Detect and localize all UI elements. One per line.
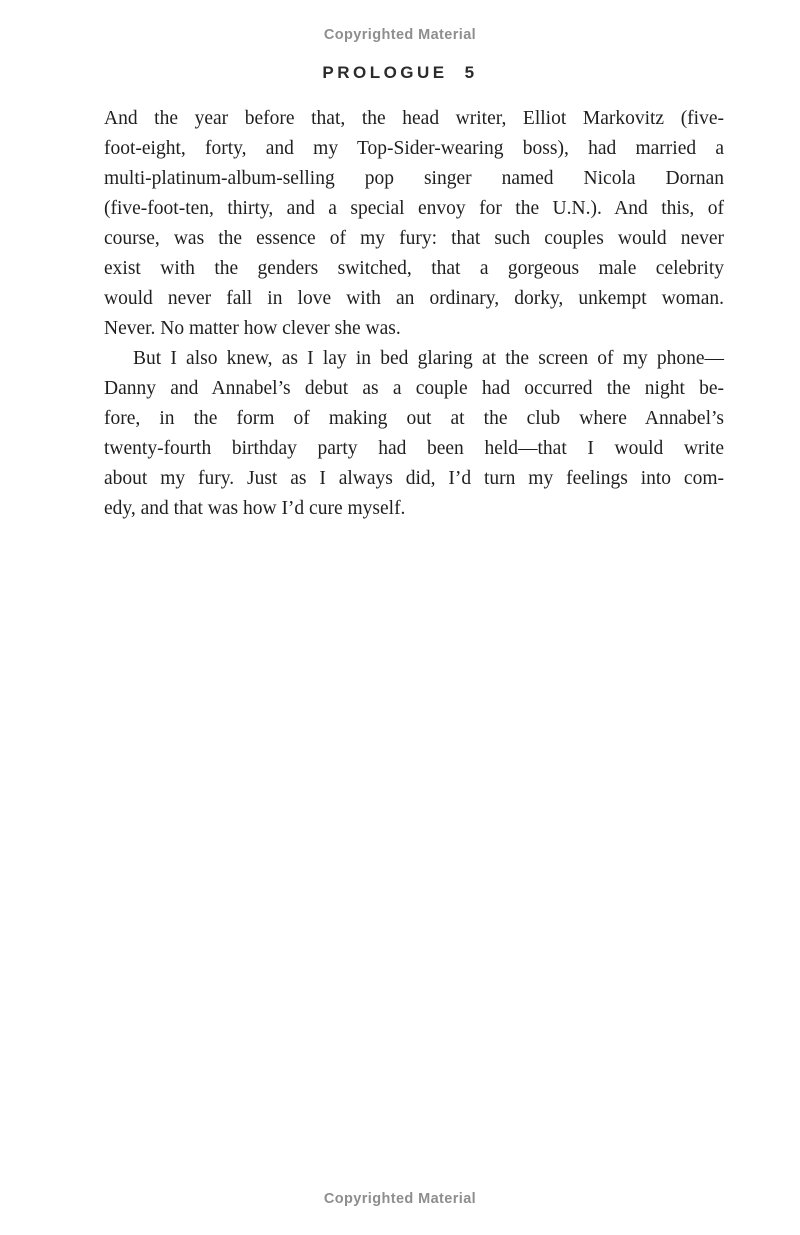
body-text — [104, 104, 724, 524]
text-line: exist with the genders switched, that a gorgeous male celebrity — [104, 258, 724, 279]
text-line: (five-foot-ten, thirty, and a special envoy for the U.N.). And this, of — [104, 198, 724, 219]
text-line: Never. No matter how clever she was. — [104, 318, 401, 339]
text-line: about my fury. Just as I always did, I’d turn my feelings into com- — [104, 468, 724, 489]
text-line: edy, and that was how I’d cure myself. — [104, 498, 406, 519]
text-line: fore, in the form of making out at the club where Annabel’s — [104, 408, 724, 429]
running-head — [0, 63, 800, 83]
page-number: 5 — [464, 63, 478, 82]
paragraph — [104, 344, 724, 524]
paragraph — [104, 104, 724, 344]
chapter-title: PROLOGUE — [322, 63, 448, 82]
text-line: multi-platinum-album-selling pop singer named Nicola Dornan — [104, 168, 724, 189]
text-line: course, was the essence of my fury: that such couples would never — [104, 228, 724, 249]
text-line: twenty-fourth birthday party had been held—that I would write — [104, 438, 724, 459]
copyright-watermark-bottom: Copyrighted Material — [323, 1191, 477, 1207]
copyright-watermark-top: Copyrighted Material — [323, 27, 477, 43]
text-line: Danny and Annabel’s debut as a couple had occurred the night be- — [104, 378, 724, 399]
text-line: And the year before that, the head writer, Elliot Markovitz (five- — [104, 108, 724, 129]
text-line: would never fall in love with an ordinary, dorky, unkempt woman. — [104, 288, 724, 309]
text-line: foot-eight, forty, and my Top-Sider-wearing boss), had married a — [104, 138, 724, 159]
text-line: But I also knew, as I lay in bed glaring at the screen of my phone— — [133, 348, 724, 369]
